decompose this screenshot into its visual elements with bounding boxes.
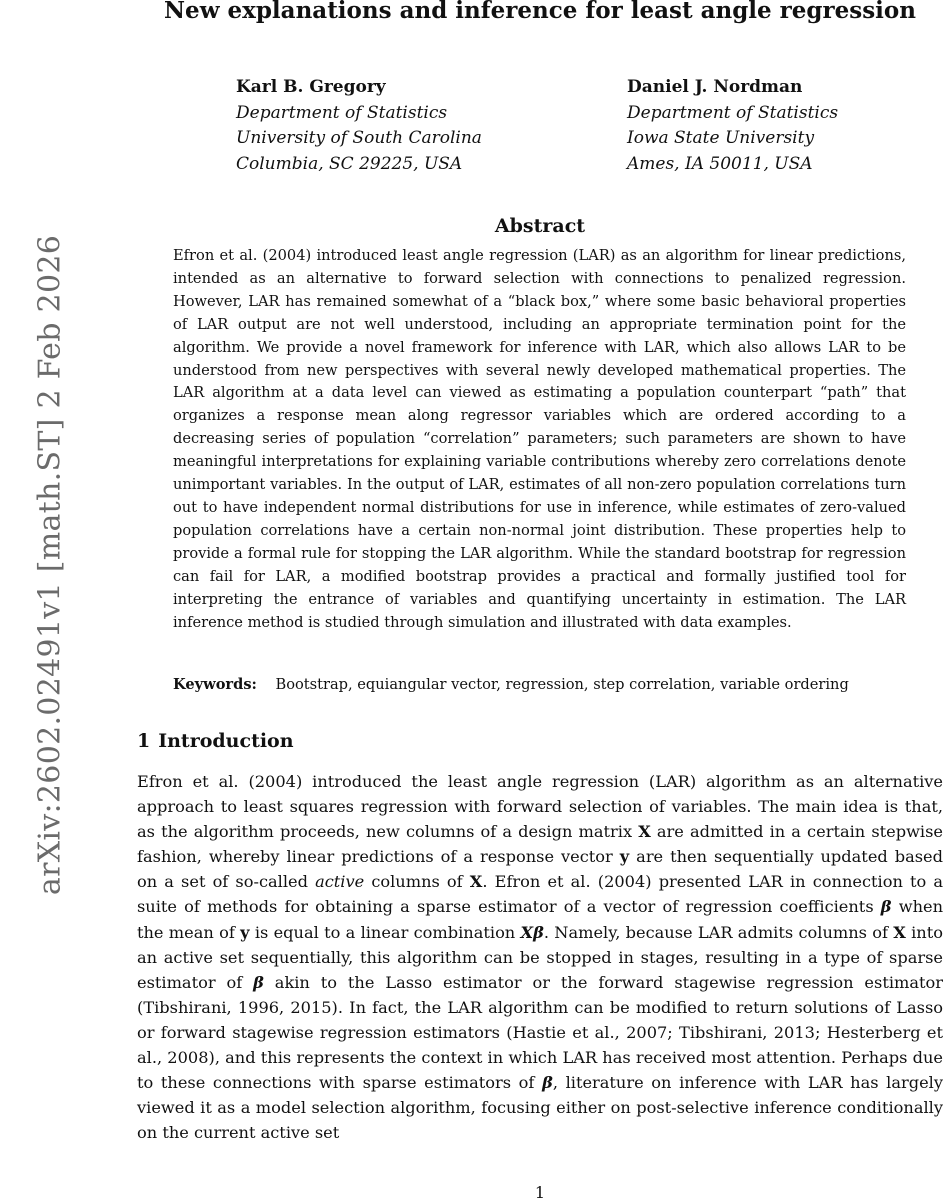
author-department: Department of Statistics [627,102,839,123]
arxiv-identifier: arXiv:2602.02491v1 [math.ST] 2 Feb 2026 [32,234,68,896]
author-address: Columbia, SC 29225, USA [236,153,463,174]
abstract-heading: Abstract [494,215,586,237]
math-X: X [893,922,906,942]
author-block-2 [627,75,838,177]
math-beta: β [253,972,264,992]
keywords-list: Bootstrap, equiangular vector, regression, step correlation, variable ordering [275,676,849,693]
keywords-line [173,676,933,693]
page-number: 1 [534,1183,546,1202]
author-block-1 [236,75,482,177]
section-title: Introduction [158,730,294,752]
math-beta: β [542,1073,553,1093]
author-name: Karl B. Gregory [236,77,386,97]
author-name: Daniel J. Nordman [627,77,803,97]
math-X-beta: Xβ [520,922,544,942]
math-y: y [240,922,250,942]
author-address: Ames, IA 50011, USA [627,153,813,174]
math-beta: β [880,897,892,917]
math-X: X [469,872,483,892]
author-department: Department of Statistics [236,102,448,123]
introduction-paragraph: Efron et al. (2004) introduced the least angle regression (LAR) algorithm as an alternative approach to least squares regression with forward selection of variables. The main idea is that, as the algorithm proceeds, new columns of a design matrix X are admitted in a certain stepwise fashion, whereby linear predictions of a response vector y are then sequentially updated based on a set of so-called active columns of X. Efron et al. (2004) presented LAR in connection to a suite of methods for obtaining a sparse estimator of a vector of regression coefficients β when the mean of y is equal to a linear combination Xβ. Namely, because LAR admits columns of X into an active set sequentially, this algorithm can be stopped in stages, resulting in a type of sparse estimator of β akin to the Lasso estimator or the forward stagewise regression estimator (Tibshirani, 1996, 2015). In fact, the LAR algorithm can be modified to return solutions of Lasso or forward stagewise regression estimators (Hastie et al., 2007; Tibshirani, 2013; Hesterberg et al., 2008), and this represents the context in which LAR has received most attention. Perhaps due to these connections with sparse estimators of β, literature on inference with LAR has largely viewed it as a model selection algorithm, focusing either on post-selective inference conditionally on the current active set [137,772,943,1143]
math-X: X [638,822,651,842]
math-y: y [619,847,630,867]
section-heading [137,730,294,752]
author-institution: University of South Carolina [236,128,482,148]
section-number: 1 [137,730,151,752]
emphasis-active: active [315,872,365,892]
abstract-text: Efron et al. (2004) introduced least angle regression (LAR) as an algorithm for linear predictions, intended as an alternative to forward selection with connections to penalized regression. However, LAR has remained somewhat of a “black box,” where some basic behavioral properties of LAR output are not well understood, including an appropriate termination point for the algorithm. We provide a novel framework for inference with LAR, which also allows LAR to be understood from new perspectives with several newly developed mathematical properties. The LAR algorithm at a data level can viewed as estimating a population counterpart “path” that organizes a response mean along regressor variables which are ordered according to a decreasing series of population “correlation” parameters; such parameters are shown to have meaningful interpretations for explaining variable contributions whereby zero correlations denote unimportant variables. In the output of LAR, estimates of all non-zero population correlations turn out to have independent normal distributions for use in inference, while estimates of zero-valued population correlations have a certain non-normal joint distribution. These properties help to provide a formal rule for stopping the LAR algorithm. While the standard bootstrap for regression can fail for LAR, a modified bootstrap provides a practical and formally justified tool for interpreting the entrance of variables and quantifying uncertainty in estimation. The LAR inference method is studied through simulation and illustrated with data examples. [173,247,906,631]
keywords-label: Keywords: [173,676,257,693]
paper-title: New explanations and inference for least angle regression [164,0,916,24]
author-institution: Iowa State University [627,128,815,148]
